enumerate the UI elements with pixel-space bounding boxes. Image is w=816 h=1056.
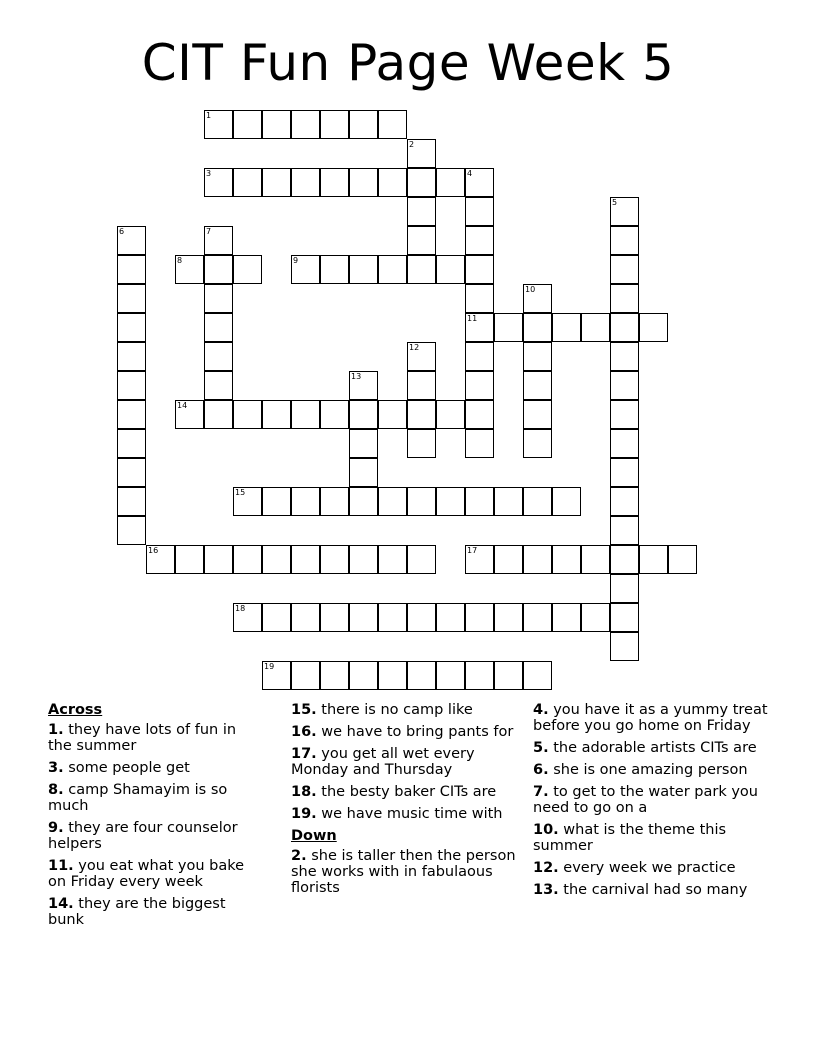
clue-item [291,702,516,718]
grid-cell[interactable] [320,400,349,429]
grid-cell[interactable] [117,487,146,516]
clue-number: 19 [264,662,275,671]
grid-cell[interactable] [262,545,291,574]
grid-cell[interactable] [233,487,262,516]
grid-cell[interactable] [407,487,436,516]
grid-cell[interactable] [349,400,378,429]
clue-item [533,882,768,898]
grid-cell[interactable] [378,603,407,632]
grid-cell[interactable] [523,371,552,400]
grid-cell[interactable] [378,110,407,139]
grid-cell[interactable] [436,603,465,632]
grid-cell[interactable] [117,342,146,371]
clue-number: 8 [177,256,183,265]
clue-num: 7. [533,784,549,800]
clues-column-1 [48,702,263,934]
clue-num: 19. [291,806,317,822]
grid-cell[interactable] [262,400,291,429]
grid-cell[interactable] [610,545,639,574]
clue-num: 3. [48,760,64,776]
grid-cell[interactable] [465,197,494,226]
grid-cell[interactable] [523,603,552,632]
clue-num: 4. [533,702,549,718]
grid-cell[interactable] [349,603,378,632]
grid-cell[interactable] [552,545,581,574]
clue-num: 13. [533,882,559,898]
grid-cell[interactable] [204,400,233,429]
grid-cell[interactable] [117,226,146,255]
clue-number: 1 [206,111,212,120]
grid-cell[interactable] [407,429,436,458]
grid-cell[interactable] [465,255,494,284]
grid-cell[interactable] [320,168,349,197]
grid-cell[interactable] [175,400,204,429]
clue-num: 17. [291,746,317,762]
clue-item [48,722,263,754]
grid-cell[interactable] [552,603,581,632]
clue-text: the besty baker CITs are [316,784,497,800]
grid-cell[interactable] [494,313,523,342]
grid-cell[interactable] [378,545,407,574]
grid-cell[interactable] [349,487,378,516]
clue-text: you have it as a yummy treat before you go home on Friday [533,702,768,734]
grid-cell[interactable] [581,545,610,574]
grid-cell[interactable] [204,545,233,574]
grid-cell[interactable] [117,516,146,545]
grid-cell[interactable] [204,110,233,139]
grid-cell[interactable] [262,661,291,690]
grid-cell[interactable] [117,255,146,284]
grid-cell[interactable] [117,458,146,487]
clue-number: 7 [206,227,212,236]
grid-cell[interactable] [407,139,436,168]
clue-text: she is taller then the person she works with in fabulaous florists [291,848,516,896]
clue-text: what is the theme this summer [533,822,727,854]
grid-cell[interactable] [407,603,436,632]
clue-number: 2 [409,140,415,149]
grid-cell[interactable] [523,487,552,516]
clue-number: 12 [409,343,420,352]
grid-cell[interactable] [291,603,320,632]
clue-item [533,860,768,876]
clue-number: 3 [206,169,212,178]
clue-number: 13 [351,372,362,381]
grid-cell[interactable] [465,168,494,197]
clue-num: 6. [533,762,549,778]
grid-cell[interactable] [610,284,639,313]
grid-cell[interactable] [378,400,407,429]
clue-text: she is one amazing person [548,762,748,778]
grid-cell[interactable] [465,226,494,255]
clue-num: 8. [48,782,64,798]
grid-cell[interactable] [117,429,146,458]
grid-cell[interactable] [610,487,639,516]
grid-cell[interactable] [610,400,639,429]
clue-number: 15 [235,488,246,497]
clue-number: 11 [467,314,478,323]
grid-cell[interactable] [523,661,552,690]
clue-num: 11. [48,858,74,874]
grid-cell[interactable] [523,284,552,313]
grid-cell[interactable] [204,371,233,400]
grid-cell[interactable] [581,603,610,632]
grid-cell[interactable] [204,226,233,255]
clue-text: they are four counselor helpers [48,820,238,852]
grid-cell[interactable] [552,313,581,342]
clue-num: 10. [533,822,559,838]
clue-text: we have music time with [316,806,503,822]
grid-cell[interactable] [262,110,291,139]
grid-cell[interactable] [291,487,320,516]
clue-text: camp Shamayim is so much [48,782,228,814]
grid-cell[interactable] [204,342,233,371]
grid-cell[interactable] [523,313,552,342]
grid-cell[interactable] [320,110,349,139]
grid-cell[interactable] [233,168,262,197]
grid-cell[interactable] [494,661,523,690]
clue-num: 16. [291,724,317,740]
grid-cell[interactable] [639,545,668,574]
grid-cell[interactable] [581,313,610,342]
grid-cell[interactable] [610,226,639,255]
clue-item [48,896,263,928]
grid-cell[interactable] [610,458,639,487]
grid-cell[interactable] [320,661,349,690]
clue-number: 16 [148,546,159,555]
clue-number: 18 [235,604,246,613]
grid-cell[interactable] [610,197,639,226]
grid-cell[interactable] [610,603,639,632]
grid-cell[interactable] [436,255,465,284]
clue-number: 10 [525,285,536,294]
grid-cell[interactable] [291,545,320,574]
grid-cell[interactable] [407,545,436,574]
grid-cell[interactable] [465,429,494,458]
clue-text: we have to bring pants for [316,724,514,740]
grid-cell[interactable] [436,661,465,690]
grid-cell[interactable] [610,371,639,400]
clue-text: to get to the water park you need to go on a [533,784,758,816]
clue-item [533,762,768,778]
clue-number: 17 [467,546,478,555]
grid-cell[interactable] [349,458,378,487]
grid-cell[interactable] [639,313,668,342]
grid-cell[interactable] [117,371,146,400]
clues-column-3 [533,702,768,904]
grid-cell[interactable] [407,168,436,197]
clues-column-2 [291,702,516,902]
clue-text: they have lots of fun in the summer [48,722,237,754]
clue-num: 1. [48,722,64,738]
grid-cell[interactable] [291,661,320,690]
grid-cell[interactable] [407,197,436,226]
grid-cell[interactable] [233,545,262,574]
grid-cell[interactable] [204,168,233,197]
clue-text: the adorable artists CITs are [548,740,757,756]
grid-cell[interactable] [204,284,233,313]
clue-text: the carnival had so many [558,882,748,898]
clue-item [533,740,768,756]
grid-cell[interactable] [465,487,494,516]
clue-text: some people get [63,760,190,776]
clue-text: every week we practice [558,860,736,876]
grid-cell[interactable] [320,545,349,574]
grid-cell[interactable] [117,284,146,313]
across-heading: Across [48,702,103,718]
grid-cell[interactable] [610,342,639,371]
grid-cell[interactable] [494,487,523,516]
grid-cell[interactable] [320,487,349,516]
down-heading: Down [291,828,337,844]
grid-cell[interactable] [494,545,523,574]
grid-cell[interactable] [291,168,320,197]
grid-cell[interactable] [610,255,639,284]
grid-cell[interactable] [407,255,436,284]
grid-cell[interactable] [523,400,552,429]
grid-cell[interactable] [291,400,320,429]
grid-cell[interactable] [349,168,378,197]
grid-cell[interactable] [378,487,407,516]
grid-cell[interactable] [610,632,639,661]
grid-cell[interactable] [378,255,407,284]
grid-cell[interactable] [523,429,552,458]
grid-cell[interactable] [349,110,378,139]
clue-number: 5 [612,198,618,207]
grid-cell[interactable] [465,661,494,690]
grid-cell[interactable] [465,545,494,574]
grid-cell[interactable] [552,487,581,516]
grid-cell[interactable] [610,429,639,458]
clue-num: 2. [291,848,307,864]
grid-cell[interactable] [407,342,436,371]
grid-cell[interactable] [523,342,552,371]
grid-cell[interactable] [291,110,320,139]
clue-item [291,724,516,740]
grid-cell[interactable] [407,226,436,255]
clue-number: 4 [467,169,473,178]
clue-text: you get all wet every Monday and Thursday [291,746,475,778]
grid-cell[interactable] [465,603,494,632]
grid-cell[interactable] [117,313,146,342]
grid-cell[interactable] [668,545,697,574]
clue-num: 14. [48,896,74,912]
grid-cell[interactable] [407,661,436,690]
grid-cell[interactable] [349,255,378,284]
clue-item [533,784,768,816]
clue-item [48,760,263,776]
clue-item [291,784,516,800]
grid-cell[interactable] [407,371,436,400]
clue-item [533,702,768,734]
grid-cell[interactable] [407,400,436,429]
clue-num: 5. [533,740,549,756]
grid-cell[interactable] [320,603,349,632]
grid-cell[interactable] [146,545,175,574]
clue-item [291,806,516,822]
clue-text: you eat what you bake on Friday every week [48,858,245,890]
grid-cell[interactable] [610,516,639,545]
grid-cell[interactable] [233,110,262,139]
grid-cell[interactable] [204,255,233,284]
grid-cell[interactable] [262,168,291,197]
grid-cell[interactable] [262,487,291,516]
grid-cell[interactable] [523,545,552,574]
grid-cell[interactable] [349,429,378,458]
grid-cell[interactable] [291,255,320,284]
grid-cell[interactable] [610,574,639,603]
grid-cell[interactable] [436,400,465,429]
clue-num: 12. [533,860,559,876]
grid-cell[interactable] [320,255,349,284]
clue-item [48,782,263,814]
grid-cell[interactable] [378,661,407,690]
clue-number: 9 [293,256,299,265]
clue-number: 6 [119,227,125,236]
grid-cell[interactable] [378,168,407,197]
grid-cell[interactable] [204,313,233,342]
grid-cell[interactable] [262,603,291,632]
clue-num: 15. [291,702,317,718]
grid-cell[interactable] [436,487,465,516]
clue-item [533,822,768,854]
grid-cell[interactable] [465,342,494,371]
clue-item [291,848,516,896]
clue-item [291,746,516,778]
clue-item [48,858,263,890]
clue-text: there is no camp like [316,702,473,718]
grid-cell[interactable] [494,603,523,632]
grid-cell[interactable] [465,313,494,342]
page-title: CIT Fun Page Week 5 [141,34,675,92]
grid-cell[interactable] [610,313,639,342]
grid-cell[interactable] [436,168,465,197]
grid-cell[interactable] [465,400,494,429]
grid-cell[interactable] [233,603,262,632]
grid-cell[interactable] [175,545,204,574]
clue-number: 14 [177,401,188,410]
grid-cell[interactable] [233,400,262,429]
grid-cell[interactable] [349,661,378,690]
clue-text: they are the biggest bunk [48,896,226,928]
grid-cell[interactable] [465,371,494,400]
clue-item [48,820,263,852]
grid-cell[interactable] [465,284,494,313]
grid-cell[interactable] [349,545,378,574]
grid-cell[interactable] [233,255,262,284]
grid-cell[interactable] [117,400,146,429]
grid-cell[interactable] [349,371,378,400]
grid-cell[interactable] [175,255,204,284]
clue-num: 18. [291,784,317,800]
clue-num: 9. [48,820,64,836]
